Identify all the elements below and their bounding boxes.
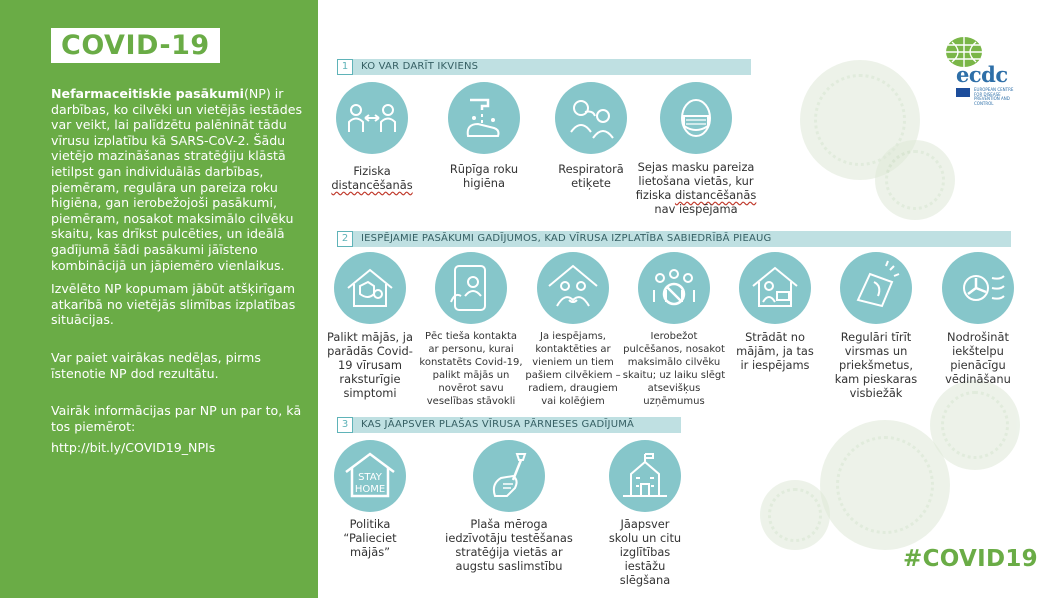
virus-decoration — [820, 420, 950, 550]
intro-rest: (NP) ir darbības, ko cilvēki un vietējās iestādes var veikt, lai palīdzētu palēnināt tādu vīrusu izplatību kā SARS-CoV-2. Šādu vietējo mazināšanas stratēģiju klāstā ietilpst gan individuālās darbības, piemēram, regulāra un pareiza roku higiēna, gan ierobežojoši pasākumi, piemēram, nosakot maksimālo cilvēku skaitu, kas drīkst pulcēties, un ideālā gadījumā šādi pasākumi jāīsteno kombinācijā un jāpiemēro vienlaikus. — [51, 86, 303, 273]
item-clean-surfaces — [826, 252, 926, 400]
section-2-bar — [337, 231, 1011, 247]
item-caption: Pēc tieša kontakta ar personu, kurai konstatēts Covid-19, palikt mājās un novērot savu veselības stāvokli — [419, 331, 523, 407]
sneeze-icon — [555, 82, 627, 154]
item-caption: Sejas masku pareiza lietošana vietās, kur fiziska distancēšanās nav iespējama — [635, 160, 757, 216]
eu-flag-icon — [956, 88, 970, 97]
intro-paragraph — [51, 86, 309, 273]
item-caption: Regulāri tīrīt virsmas un priekšmetus, kam pieskaras visbiežāk — [834, 330, 918, 400]
item-caption: Nodrošināt iekštelpu pienācīgu vēdināšanu — [945, 330, 1011, 386]
paragraph-4: Vairāk informācijas par NP un par to, kā tos piemērot: — [51, 403, 302, 434]
section-1-bar — [337, 59, 751, 75]
hand-washing-icon — [448, 82, 520, 154]
ventilation-icon — [942, 252, 1014, 324]
virus-decoration — [760, 480, 830, 550]
covid-title: COVID-19 — [51, 28, 220, 63]
section-title: KO VAR DARĪT IKVIENS — [361, 61, 479, 72]
section-3-bar — [337, 417, 681, 433]
item-respiratory-etiquette — [546, 82, 636, 190]
intro-bold: Nefarmaceitiskie pasākumi — [51, 86, 244, 101]
ecdc-logo — [938, 32, 1018, 106]
item-caption: Fiziska distancēšanās — [331, 164, 413, 192]
work-from-home-icon — [739, 252, 811, 324]
school-closure-icon — [609, 440, 681, 512]
item-caption: Politika “Palieciet mājās” — [343, 517, 397, 559]
limit-contacts-icon — [537, 252, 609, 324]
no-gatherings-icon — [638, 252, 710, 324]
stay-home-icon — [334, 440, 406, 512]
item-same-contacts — [522, 252, 624, 408]
face-mask-icon — [660, 82, 732, 154]
item-limit-gatherings — [622, 252, 726, 408]
item-hand-hygiene — [439, 82, 529, 190]
contact-tracing-icon — [435, 252, 507, 324]
item-stay-home-if-sick — [320, 252, 420, 400]
intro-text — [51, 86, 309, 456]
paragraph-3: Var paiet vairākas nedēļas, pirms īstenotie NP dod rezultātu. — [51, 349, 261, 381]
section-number: 1 — [337, 59, 353, 75]
distancing-icon — [336, 82, 408, 154]
virus-decoration — [875, 140, 955, 220]
virus-decoration — [930, 380, 1020, 470]
item-caption: Jāapsver skolu un citu izglītības iestāžu slēgšana — [608, 517, 682, 587]
section-title: KAS JĀAPSVER PLAŠAS VĪRUSA PĀRNESES GADĪJUMĀ — [361, 419, 635, 430]
item-caption: Ja iespējams, kontaktēties ar vieniem un tiem pašiem cilvēkiem – radiem, draugiem vai kolēģiem — [525, 331, 621, 407]
item-work-from-home — [728, 252, 822, 372]
logo-text: ecdc — [956, 62, 1008, 87]
stay-home-sick-icon — [334, 252, 406, 324]
item-after-contact — [419, 252, 523, 408]
home-text: HOME — [354, 484, 386, 495]
stay-text: STAY — [358, 472, 382, 483]
item-school-closure — [595, 440, 695, 587]
item-caption: Plaša mēroga iedzīvotāju testēšanas stratēģija vietās ar augstu saslimstību — [445, 517, 573, 573]
cleaning-icon — [840, 252, 912, 324]
item-caption: Strādāt no mājām, ja tas ir iespējams — [736, 330, 814, 372]
section-number: 3 — [337, 417, 353, 433]
section-title: IESPĒJAMIE PASĀKUMI GADĪJUMOS, KAD VĪRUSA IZPLATĪBA SABIEDRĪBĀ PIEAUG — [361, 233, 772, 244]
item-mass-testing — [431, 440, 587, 573]
item-physical-distancing — [327, 82, 417, 192]
item-ventilation — [928, 252, 1028, 386]
item-caption: Respiratorā etiķete — [558, 162, 624, 190]
paragraph-2: Izvēlēto NP kopumam jābūt atšķirīgam atkarībā no vietējās slimības izplatības situācijas. — [51, 281, 296, 328]
testing-icon — [473, 440, 545, 512]
item-stay-home-policy — [325, 440, 415, 559]
item-caption: Palikt mājās, ja parādās Covid-19 vīrusam raksturīgie simptomi — [327, 330, 413, 400]
logo-subtitle: EUROPEAN CENTRE FOR DISEASE PREVENTION AND CONTROL — [974, 87, 1014, 106]
item-face-masks — [631, 82, 761, 216]
left-panel — [0, 0, 318, 598]
item-caption: Ierobežot pulcēšanos, nosakot maksimālo cilvēku skaitu; uz laiku slēgt atsevišķus uzņēmumus — [622, 331, 726, 407]
section-number: 2 — [337, 231, 353, 247]
npi-link[interactable]: http://bit.ly/COVID19_NPIs — [51, 440, 216, 456]
item-caption: Rūpīga roku higiēna — [449, 162, 519, 190]
hashtag: #COVID19 — [903, 546, 1038, 572]
